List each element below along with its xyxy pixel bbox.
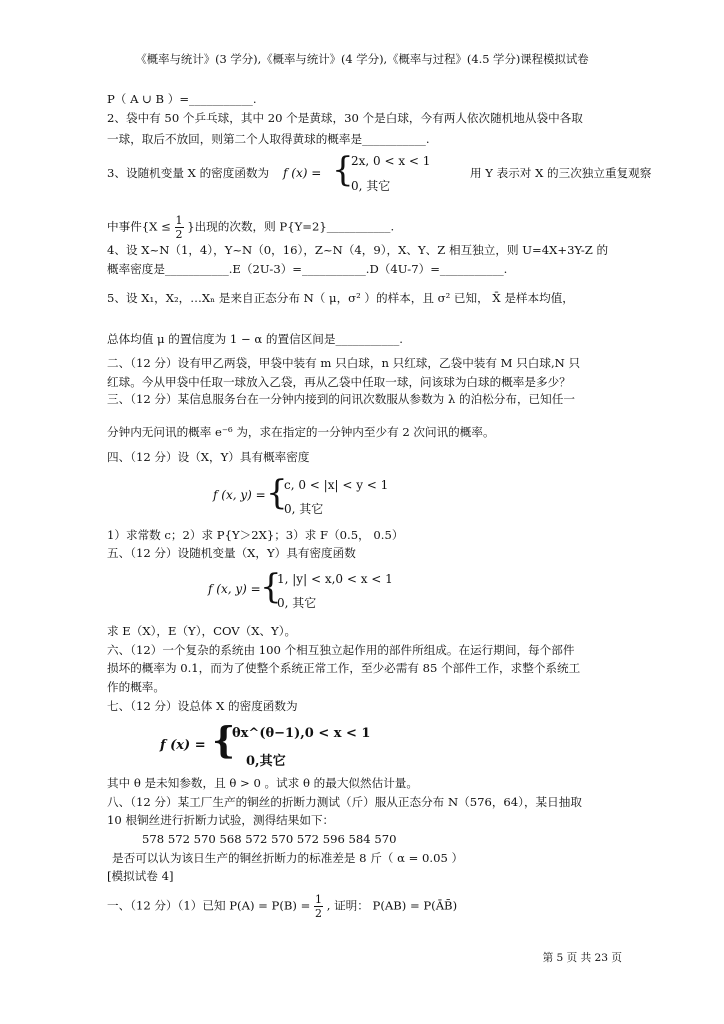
math-expression: 0, 其它 bbox=[277, 596, 317, 610]
page-header: 《概率与统计》(3 学分),《概率与统计》(4 学分),《概率与过程》(4.5 学分)课程模拟试卷 bbox=[135, 52, 589, 66]
text-line: 用 Y 表示对 X 的三次独立重复观察 bbox=[470, 166, 652, 180]
text-line: 3、设随机变量 X 的密度函数为 bbox=[107, 166, 270, 180]
text-line bbox=[107, 214, 394, 241]
fraction bbox=[175, 214, 184, 241]
text-line: 1）求常数 c；2）求 P{Y＞2X}；3）求 F（0.5， 0.5） bbox=[107, 528, 404, 542]
numerator: 1 bbox=[315, 893, 323, 906]
brace-symbol: { bbox=[260, 567, 282, 607]
text-line: 分钟内无问讯的概率 e⁻⁶ 为，求在指定的一分钟内至少有 2 次问讯的概率。 bbox=[107, 425, 495, 439]
text-line: 五、（12 分）设随机变量（X，Y）具有密度函数 bbox=[107, 546, 356, 560]
fraction bbox=[314, 893, 323, 920]
text-line: 损坏的概率为 0.1，而为了使整个系统正常工作，至少必需有 85 个部件工作，求整个系统工 bbox=[107, 661, 581, 675]
math-expression: f (x) = bbox=[283, 166, 322, 180]
text-line: 10 根铜丝进行折断力试验，测得结果如下： bbox=[107, 813, 335, 827]
text-line: 是否可以认为该日生产的铜丝折断力的标准差是 8 斤（ α = 0.05 ） bbox=[112, 851, 464, 865]
text-line bbox=[107, 893, 457, 920]
text-line: 二、（12 分）设有甲乙两袋，甲袋中装有 m 只白球，n 只红球，乙袋中装有 M 只白球,N 只 bbox=[107, 356, 581, 370]
text-segment: 一、（12 分）（1）已知 P(A) = P(B) = bbox=[107, 898, 311, 913]
text-line: 四、（12 分）设（X，Y）具有概率密度 bbox=[107, 450, 310, 464]
math-expression: 1, |y| < x,0 < x < 1 bbox=[277, 572, 393, 586]
text-line: 七、（12 分）设总体 X 的密度函数为 bbox=[107, 699, 298, 713]
text-segment: , 证明： P(AB) = P(ĀB̄) bbox=[326, 898, 458, 913]
brace-symbol: { bbox=[266, 473, 288, 513]
math-expression: 2x, 0 < x < 1 bbox=[351, 154, 431, 168]
text-line: 六、（12）一个复杂的系统由 100 个相互独立起作用的部件所组成。在运行期间，每个部件 bbox=[107, 643, 575, 657]
math-expression: f (x, y) = bbox=[208, 582, 261, 596]
math-expression: f (x, y) = bbox=[213, 488, 266, 502]
math-expression: 0, 其它 bbox=[284, 502, 324, 516]
math-expression: θx^(θ−1),0 < x < 1 bbox=[232, 726, 371, 741]
text-line: 三、（12 分）某信息服务台在一分钟内接到的问讯次数服从参数为 λ 的泊松分布，已知任一 bbox=[107, 392, 575, 406]
text-line: 总体均值 μ 的置信度为 1 − α 的置信区间是___________. bbox=[107, 332, 403, 346]
brace-symbol: { bbox=[332, 150, 354, 190]
brace-symbol: { bbox=[212, 720, 236, 762]
text-line: 其中 θ 是未知参数，且 θ > 0 。试求 θ 的最大似然估计量。 bbox=[107, 776, 418, 790]
text-line: 一球，取后不放回，则第二个人取得黄球的概率是___________. bbox=[107, 132, 430, 146]
denominator: 2 bbox=[175, 228, 183, 241]
math-expression: c, 0 < |x| < y < 1 bbox=[284, 478, 389, 492]
text-line: 八、（12 分）某工厂生产的铜丝的折断力测试（斤）服从正态分布 N（576，64），某日抽取 bbox=[107, 795, 582, 809]
math-expression: f (x) = bbox=[160, 738, 206, 753]
text-line: 4、设 X~N（1，4），Y~N（0，16），Z~N（4，9），X、Y、Z 相互独立，则 U=4X+3Y-Z 的 bbox=[107, 243, 609, 257]
page-footer: 第 5 页 共 23 页 bbox=[542, 952, 622, 964]
text-segment: 中事件{X ≤ bbox=[107, 219, 171, 234]
math-expression: 0,其它 bbox=[246, 754, 286, 769]
text-line: 概率密度是___________.E（2U-3）=___________.D（4U-7）=___________. bbox=[107, 262, 508, 276]
numerator: 1 bbox=[175, 214, 183, 227]
data-values-row: 578 572 570 568 572 570 572 596 584 570 bbox=[142, 832, 397, 846]
text-line: 作的概率。 bbox=[107, 680, 165, 694]
text-line: P（ A ∪ B ）=___________. bbox=[107, 92, 257, 106]
denominator: 2 bbox=[315, 907, 323, 920]
text-line: 5、设 X₁，X₂，…Xₙ 是来自正态分布 N（ μ，σ² ）的样本，且 σ² 已知， X̄ 是样本均值， bbox=[107, 291, 574, 305]
math-expression: 0, 其它 bbox=[351, 179, 391, 193]
text-line: 求 E（X），E（Y），COV（X、Y）。 bbox=[107, 624, 297, 638]
text-line: 红球。今从甲袋中任取一球放入乙袋，再从乙袋中任取一球，问该球为白球的概率是多少？ bbox=[107, 375, 571, 389]
text-segment: }出现的次数，则 P{Y=2}___________. bbox=[187, 219, 395, 234]
text-line: 2、袋中有 50 个乒乓球，其中 20 个是黄球，30 个是白球，今有两人依次随机地从袋中各取 bbox=[107, 111, 583, 125]
text-line: [模拟试卷 4] bbox=[107, 869, 174, 883]
